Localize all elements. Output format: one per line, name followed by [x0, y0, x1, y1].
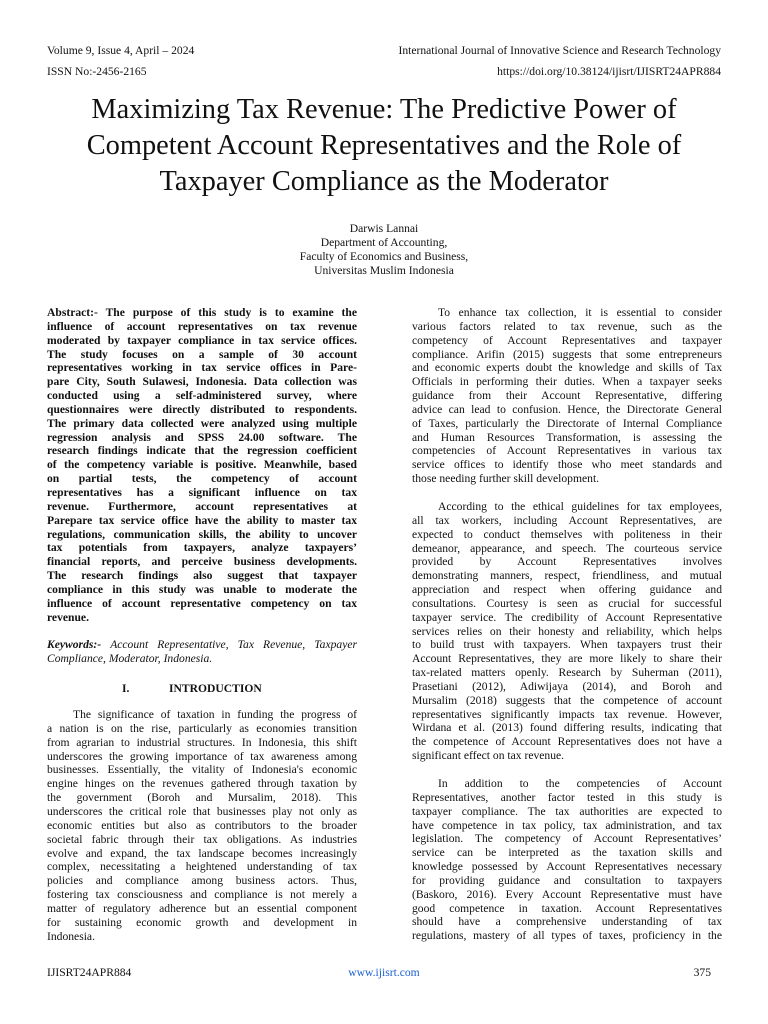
body-line: have competence in tax policy, tax administration, and tax — [412, 818, 722, 832]
abstract-line: on partial tests, the competency of account — [47, 472, 357, 486]
abstract-line: tax potentials from taxpayers, analyze taxpayers’ — [47, 541, 357, 555]
body-line: To enhance tax collection, it is essential to consider — [438, 306, 722, 319]
intro-line: Indonesia. — [47, 929, 95, 943]
author-faculty: Faculty of Economics and Business, — [299, 250, 469, 263]
body-line: competency of Account Representatives and taxpayer — [412, 333, 722, 347]
intro-line: fostering tax consciousness and compliance is not merely a — [47, 888, 357, 902]
abstract-line: of the competency variable is positive. Meanwhile, based — [47, 458, 357, 472]
abstract-line: influence of account representative competency on tax — [47, 596, 357, 610]
left-column — [47, 306, 357, 943]
title-line: Maximizing Tax Revenue: The Predictive Power of — [91, 94, 677, 125]
issn: ISSN No:-2456-2165 — [47, 65, 147, 78]
body-line: Representatives, another factor tested in this study is — [412, 790, 722, 804]
footer-website-link[interactable]: www.ijisrt.com — [348, 966, 420, 979]
intro-line: evolve and expand, the tax landscape becomes increasingly — [47, 846, 357, 860]
body-line: service can be interpreted as the taxation skills and — [412, 846, 722, 860]
body-line: competencies of Account Representatives in various tax — [412, 444, 722, 458]
body-line: the competence of Account Representatives does not have a — [412, 735, 722, 749]
body-line: demonstrating manners, respect, friendliness, and mutual — [412, 569, 722, 583]
body-paragraph — [412, 500, 722, 763]
abstract — [47, 306, 357, 624]
journal-name: International Journal of Innovative Science and Research Technology — [398, 44, 721, 57]
abstract-line: regression analysis and SPSS 24.00 software. The — [47, 430, 357, 444]
body-line: service offices to identify those who meet standards and — [412, 458, 722, 472]
body-line: various factors related to tax revenue, such as the — [412, 319, 722, 333]
body-line: for providing guidance and consultation to taxpayers — [412, 873, 722, 887]
body-line: Prasetiani (2012), Adiwijaya (2014), and Boroh and — [412, 679, 722, 693]
abstract-line: Parepare tax service office have the ability to master tax — [47, 513, 357, 527]
body-line: demeanor, appearance, and speech. The courteous service — [412, 541, 722, 555]
body-line: all tax workers, including Account Representatives, are — [412, 513, 722, 527]
body-line: compliance. Arifin (2015) suggests that some entrepreneurs — [412, 347, 722, 361]
body-line: In addition to the competencies of Account — [438, 777, 722, 790]
author-university: Universitas Muslim Indonesia — [314, 264, 454, 277]
keywords-line: Account Representative, Tax Revenue, Taxpayer — [110, 638, 357, 652]
abstract-line: compliance in this study was unable to moderate the — [47, 582, 357, 596]
body-line: According to the ethical guidelines for tax employees, — [438, 499, 722, 513]
volume-info: Volume 9, Issue 4, April – 2024 — [47, 44, 195, 57]
intro-line: policies and compliance among business actors. Thus, — [47, 874, 357, 888]
abstract-line: The research findings also suggest that taxpayer — [47, 569, 357, 583]
keywords-label: Keywords:- — [47, 638, 102, 652]
title-line: Competent Account Representatives and the Role of — [86, 130, 682, 161]
body-line: should have a comprehensive understanding of tax — [412, 915, 722, 929]
right-column — [412, 306, 722, 943]
intro-line: matter of regulatory adherence but an essential component — [47, 901, 357, 915]
abstract-line: revenue. Furthermore, account representatives at — [47, 499, 357, 513]
body-line: provided by Account Representatives involves — [412, 555, 722, 569]
intro-line: businesses. Essentially, the vitality of Indonesia's economic — [47, 763, 357, 777]
author-name: Darwis Lannai — [349, 222, 419, 235]
body-line: appreciation and respect when offering guidance and — [412, 583, 722, 597]
keywords — [47, 638, 357, 666]
body-line: to build trust with taxpayers. When taxpayers trust their — [412, 638, 722, 652]
abstract-line: The primary data collected were analyzed using multiple — [47, 416, 357, 430]
intro-line: underscores the growing importance of tax awareness among — [47, 749, 357, 763]
intro-line: complex, necessitating a heightened understanding of tax — [47, 860, 357, 874]
abstract-line: influence of account representatives on tax revenue — [47, 319, 357, 333]
body-line: tax-related matters openly. Research by Suherman (2011), — [412, 666, 722, 680]
body-line: guidance from their Account Representative, differing — [412, 389, 722, 403]
body-paragraph — [412, 777, 722, 943]
abstract-line: representatives working in tax service offices in Pare- — [47, 361, 357, 375]
abstract-line: Abstract:- The purpose of this study is to examine the — [47, 306, 357, 319]
body-line: expected to conduct themselves with politeness in their — [412, 527, 722, 541]
body-line: good competence in taxation. Account Representatives — [412, 901, 722, 915]
intro-line: underscores the critical role that businesses play not only as — [47, 805, 357, 818]
body-line: taxpayer service. The credibility of Account Representative — [412, 610, 722, 624]
intro-line: engine hinges on the revenues gathered through taxation by — [47, 777, 357, 791]
body-line: advice can lead to confusion. Hence, the Directorate General — [412, 402, 722, 416]
abstract-line: conducted using a self-administered survey, where — [47, 389, 357, 403]
abstract-line: moderated by taxpayer compliance in tax service offices. — [47, 333, 357, 347]
paper-title — [40, 92, 728, 200]
section-heading — [47, 682, 357, 696]
body-line: Wirdana et al. (2013) found differing results, indicating that — [412, 721, 722, 735]
abstract-line: representatives has a significant influence on tax — [47, 485, 357, 499]
body-line: consultations. Courtesy is seen as crucial for successful — [412, 596, 722, 610]
body-line: services relies on their honesty and reliability, which helps — [412, 624, 722, 638]
body-line: of Taxes, particularly the Directorate of Internal Compliance — [412, 416, 722, 430]
intro-line: The significance of taxation in funding the progress of — [73, 708, 357, 722]
body-line: those needing further skill development. — [412, 472, 600, 486]
intro-line: economic entities but also as contributors to the broader — [47, 818, 357, 832]
body-line: (Baskoro, 2016). Every Account Representative must have — [412, 887, 722, 901]
body-line: legislation. The competency of Account Representatives’ — [412, 832, 722, 846]
abstract-line: The study focuses on a sample of 30 account — [47, 347, 357, 361]
body-line: taxpayer compliance. The tax authorities are expected to — [412, 804, 722, 818]
abstract-line: questionnaires were directly distributed to respondents. — [47, 402, 357, 416]
body-line: significant effect on tax revenue. — [412, 749, 565, 763]
keywords-line: Compliance, Moderator, Indonesia. — [47, 652, 213, 666]
page-number: 375 — [693, 966, 711, 979]
body-line: and Human Resources Transformation, is assessing the — [412, 430, 722, 444]
intro-line: the government (Boroh and Mursalim, 2018). This — [47, 791, 357, 805]
section-title: INTRODUCTION — [169, 682, 262, 696]
body-paragraph — [412, 306, 722, 486]
body-line: Officials in performing their duties. When a taxpayer seeks — [412, 375, 722, 389]
body-line: Account Representatives, they are more likely to share their — [412, 652, 722, 666]
title-line: Taxpayer Compliance as the Moderator — [159, 166, 609, 197]
section-number: I. — [122, 682, 130, 696]
intro-line: for sustaining economic growth and development in — [47, 915, 357, 929]
body-line: knowledge possessed by Account Representatives necessary — [412, 860, 722, 874]
body-line: Mursalim (2018) suggests that the competence of account — [412, 693, 722, 707]
footer-code: IJISRT24APR884 — [47, 966, 132, 979]
body-line: representatives significantly impacts tax revenue. However, — [412, 707, 722, 721]
doi-link[interactable]: https://doi.org/10.38124/ijisrt/IJISRT24APR884 — [497, 65, 721, 78]
abstract-line: financial reports, and perceive business developments. — [47, 555, 357, 569]
intro-line: societal fabric through their tax obligations. As industries — [47, 832, 357, 846]
body-line: and economic experts doubt the knowledge and skills of Tax — [412, 361, 722, 375]
abstract-line: pare City, South Sulawesi, Indonesia. Data collection was — [47, 375, 357, 389]
body-line: regulations, mastery of all types of taxes, proficiency in the — [412, 929, 722, 943]
intro-line: a nation is on the rise, particularly as economies transition — [47, 721, 357, 735]
intro-paragraph — [47, 708, 357, 943]
author-department: Department of Accounting, — [320, 236, 448, 249]
abstract-line: regulations, communication skills, the ability to uncover — [47, 527, 357, 541]
abstract-line: research findings indicate that the regression coefficient — [47, 444, 357, 458]
intro-line: from agrarian to industrial structures. In Indonesia, this shift — [47, 735, 357, 749]
abstract-line: revenue. — [47, 610, 89, 624]
